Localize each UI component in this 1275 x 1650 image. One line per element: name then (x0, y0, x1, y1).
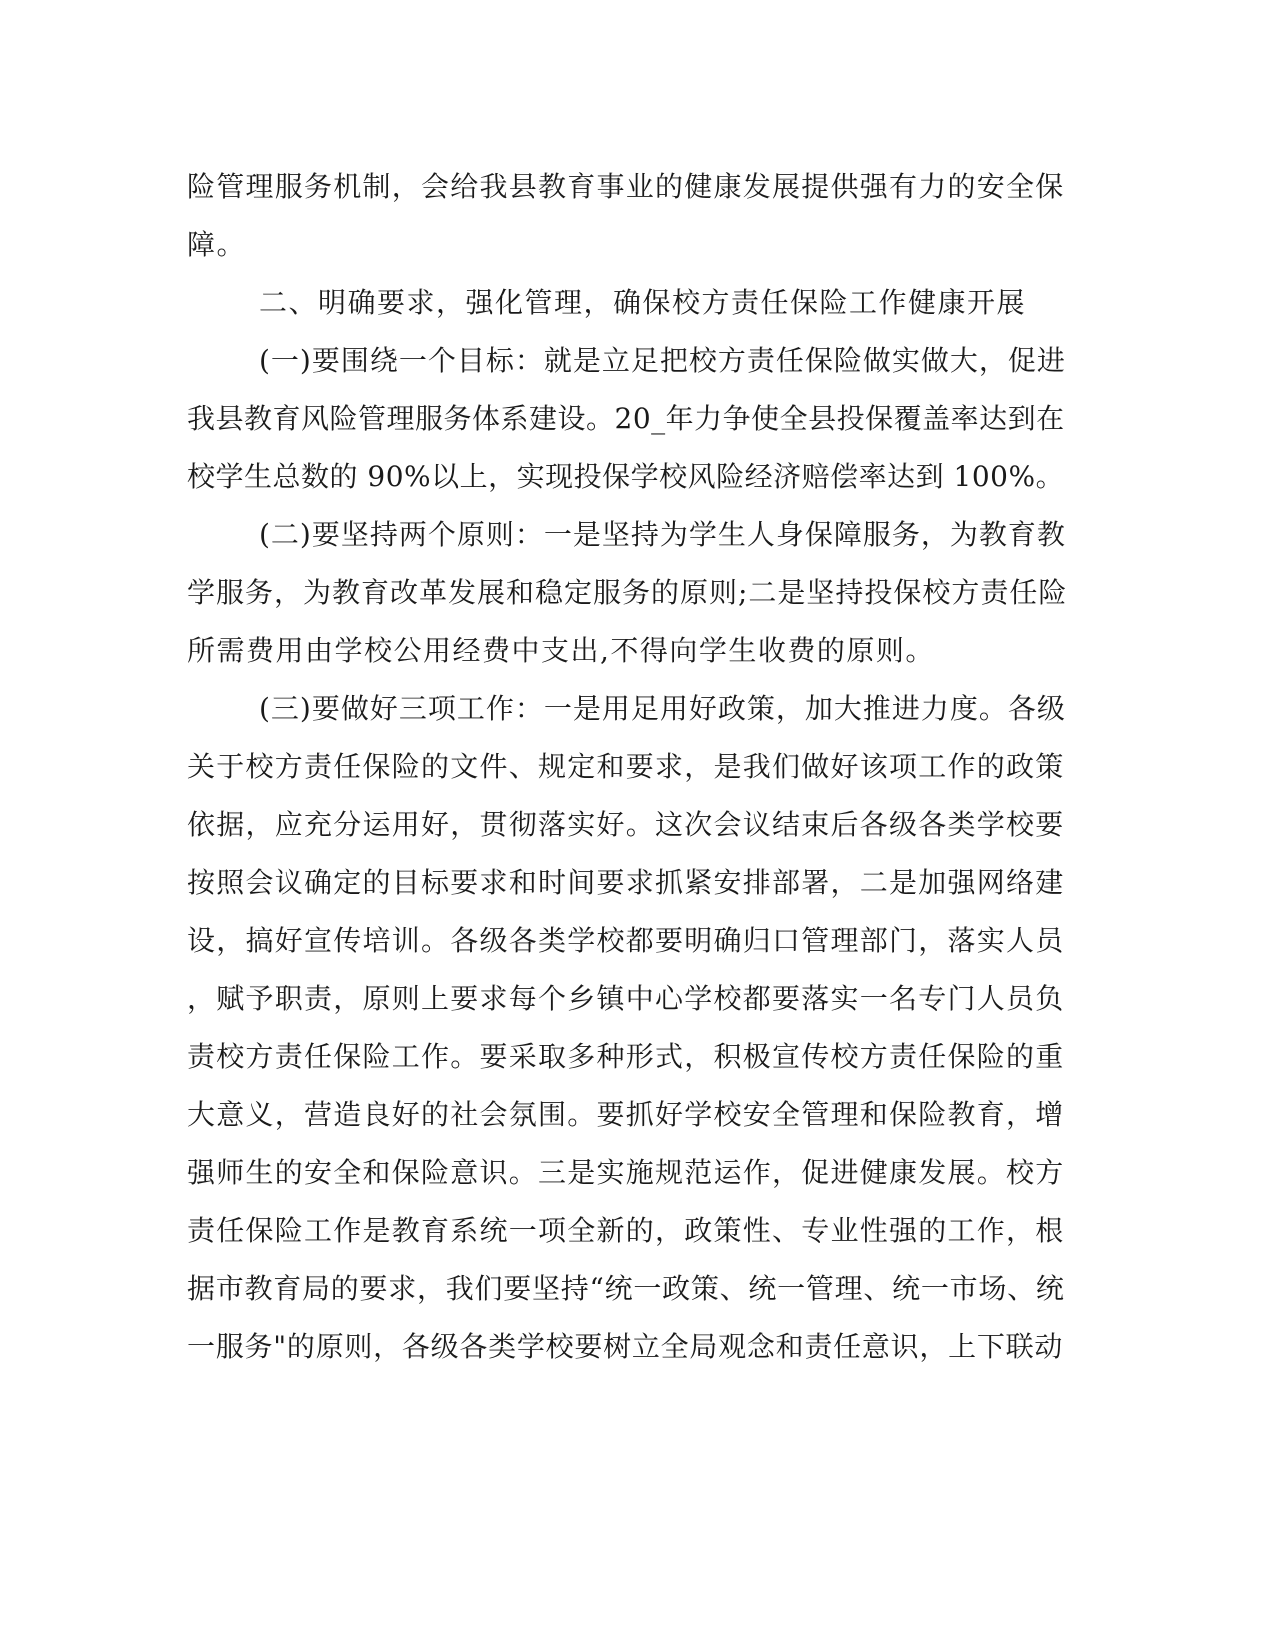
text-line: 大意义，营造良好的社会氛围。要抓好学校安全管理和保险教育，增 (187, 1098, 1065, 1131)
text-line: 责校方责任保险工作。要采取多种形式，积极宣传校方责任保险的重 (187, 1040, 1065, 1073)
text-line: (二)要坚持两个原则：一是坚持为学生人身保障服务，为教育教 (259, 518, 1066, 551)
text-line: 校学生总数的 90%以上，实现投保学校风险经济赔偿率达到 100%。 (187, 460, 1065, 493)
text-line: 障。 (187, 228, 247, 261)
text-line: 关于校方责任保险的文件、规定和要求，是我们做好该项工作的政策 (187, 750, 1065, 783)
document-body (187, 158, 1067, 1376)
text-line: 险管理服务机制，会给我县教育事业的健康发展提供强有力的安全保 (187, 170, 1065, 203)
text-line: 依据，应充分运用好，贯彻落实好。这次会议结束后各级各类学校要 (187, 808, 1065, 841)
text-line: 所需费用由学校公用经费中支出,不得向学生收费的原则。 (187, 634, 935, 667)
text-line: 按照会议确定的目标要求和时间要求抓紧安排部署，二是加强网络建 (187, 866, 1065, 899)
text-line: (一)要围绕一个目标：就是立足把校方责任保险做实做大，促进 (259, 344, 1066, 377)
text-line: 学服务，为教育改革发展和稳定服务的原则;二是坚持投保校方责任险 (187, 576, 1068, 609)
text-line: 强师生的安全和保险意识。三是实施规范运作，促进健康发展。校方 (187, 1156, 1065, 1189)
text-line: 我县教育风险管理服务体系建设。20_年力争使全县投保覆盖率达到在 (187, 402, 1065, 435)
text-line: 据市教育局的要求，我们要坚持“统一政策、统一管理、统一市场、统 (187, 1272, 1065, 1305)
text-line: ，赋予职责，原则上要求每个乡镇中心学校都要落实一名专门人员负 (187, 982, 1065, 1015)
text-line: 一服务"的原则，各级各类学校要树立全局观念和责任意识，上下联动 (187, 1330, 1064, 1363)
text-line: 设，搞好宣传培训。各级各类学校都要明确归口管理部门，落实人员 (187, 924, 1065, 957)
text-line: (三)要做好三项工作：一是用足用好政策，加大推进力度。各级 (259, 692, 1066, 725)
section-heading: 二、明确要求，强化管理，确保校方责任保险工作健康开展 (259, 286, 1027, 319)
text-line: 责任保险工作是教育系统一项全新的，政策性、专业性强的工作，根 (187, 1214, 1065, 1247)
